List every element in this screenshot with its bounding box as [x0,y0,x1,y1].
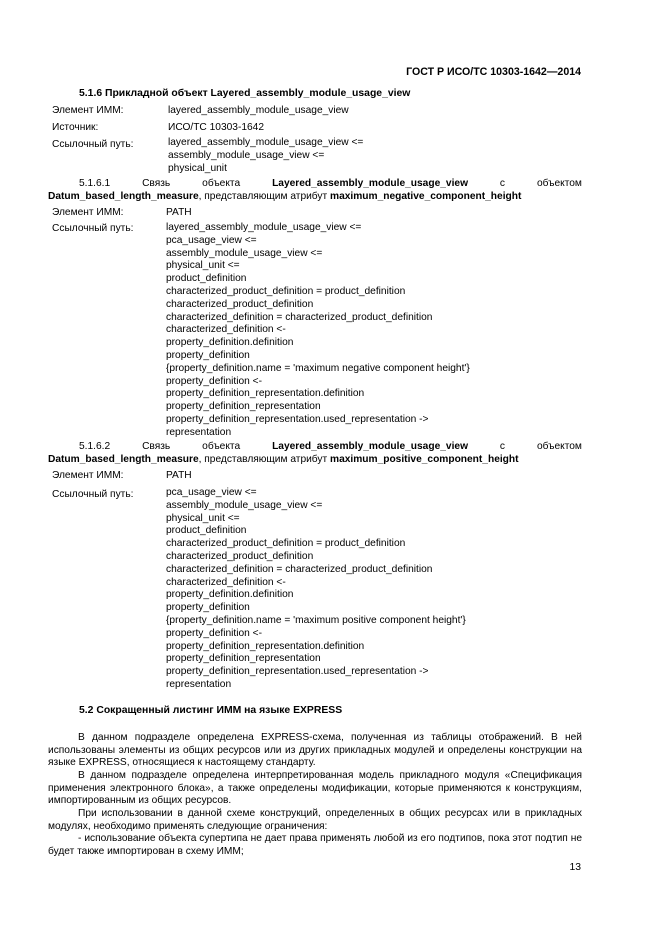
path-line: property_definition_representation [166,401,321,413]
subsection-heading-5-1-6-1 [79,178,582,189]
imm-element-value: PATH [166,207,192,218]
path-line: characterized_product_definition = product_definition [166,285,406,297]
path-line: assembly_module_usage_view <= [166,247,323,259]
section-heading-5-1-6: 5.1.6 Прикладной объект Layered_assembly_module_usage_view [79,88,411,99]
path-line: product_definition [166,525,247,537]
path-line: layered_assembly_module_usage_view <= [168,137,364,148]
target-entity: Datum_based_length_measure [48,191,199,202]
path-line: property_definition [166,602,250,614]
path-line: property_definition <- [166,627,262,639]
path-line: layered_assembly_module_usage_view <= [166,222,362,233]
path-line: property_definition <- [166,375,262,387]
page-number: 13 [569,862,581,873]
attribute-name: maximum_positive_component_height [330,454,519,465]
paragraph: В данном подразделе определена интерпретированная модель прикладного модуля «Спецификация применения электронного блока», а также определены модификации, которые применяются к конструкциям, импортированным из общих ресурсов. [48,770,582,807]
reference-path [166,222,470,440]
path-line: property_definition_representation [166,653,321,665]
reference-path [166,487,466,692]
path-line: {property_definition.name = 'maximum negative component height'} [166,362,470,374]
subsection-word: с [499,178,506,189]
imm-element-label: Элемент ИММ: [52,207,124,218]
imm-element-label: Элемент ИММ: [52,470,124,481]
path-line: pca_usage_view <= [166,234,257,246]
path-line: representation [166,426,232,438]
entity-name: Layered_assembly_module_usage_view [272,178,468,189]
path-line: characterized_definition <- [166,576,286,588]
reference-path-label: Ссылочный путь: [52,139,134,150]
paragraph: В данном подразделе определена EXPRESS-схема, полученная из таблицы отображений. В ней использованы элементы из общих ресурсов или из других прикладных модулей и определены конструкции на языке EXPRESS, относящиеся к настоящему стандарту. [48,732,582,769]
path-line: property_definition [166,349,250,361]
attr-intro: , представляющим атрибут [198,454,331,465]
subsection-word: объектом [536,441,582,452]
subsection-word: Связь [142,441,171,452]
path-line: characterized_definition = characterized_product_definition [166,311,433,323]
path-line: representation [166,678,232,690]
path-line: physical_unit <= [166,512,240,524]
subsection-word: Связь [142,178,171,189]
paragraph: При использовании в данной схеме конструкций, определенных в общих ресурсах или в прикладных модулях, необходимо применять следующие ограничения: [48,808,582,832]
path-line: characterized_product_definition = product_definition [166,538,406,550]
target-entity: Datum_based_length_measure [48,454,199,465]
path-line: assembly_module_usage_view <= [168,149,325,161]
section-heading-5-2: 5.2 Сокращенный листинг ИММ на языке EXPRESS [79,705,343,716]
path-line: {property_definition.name = 'maximum positive component height'} [166,614,466,626]
path-line: property_definition_representation.used_representation -> [166,666,429,678]
source-label: Источник: [52,122,99,133]
path-line: pca_usage_view <= [166,487,257,498]
path-line: property_definition.definition [166,337,294,349]
path-line: physical_unit [168,162,227,174]
path-line: characterized_product_definition [166,550,314,562]
subsection-heading-line2 [48,454,519,465]
subsection-number: 5.1.6.2 [79,441,111,452]
path-line: characterized_product_definition [166,298,314,310]
subsection-word: с [499,441,506,452]
subsection-word: объекта [202,441,241,452]
subsection-word: объекта [202,178,241,189]
attr-intro: , представляющим атрибут [198,191,331,202]
imm-element-value: layered_assembly_module_usage_view [168,105,349,116]
path-line: property_definition_representation.definition [166,640,365,652]
attribute-name: maximum_negative_component_height [330,191,522,202]
path-line: property_definition_representation.definition [166,388,365,400]
subsection-heading-5-1-6-2 [79,441,582,452]
source-value: ИСО/ТС 10303-1642 [168,122,265,133]
path-line: physical_unit <= [166,260,240,272]
imm-element-value: PATH [166,470,192,481]
imm-element-label: Элемент ИММ: [52,105,124,116]
path-line: assembly_module_usage_view <= [166,499,323,511]
list-item: - использование объекта супертипа не дает права применять любой из его подтипов, пока этот подтип не будет также импортирован в схему ИММ; [48,833,582,857]
subsection-number: 5.1.6.1 [79,178,111,189]
subsection-word: объектом [536,178,582,189]
subsection-heading-line2 [48,191,521,202]
path-line: characterized_definition = characterized_product_definition [166,563,433,575]
reference-path [168,137,363,175]
path-line: property_definition_representation.used_representation -> [166,413,429,425]
reference-path-label: Ссылочный путь: [52,489,134,500]
path-line: characterized_definition <- [166,324,286,336]
document-header: ГОСТ Р ИСО/ТС 10303-1642—2014 [406,66,581,78]
path-line: product_definition [166,273,247,285]
reference-path-label: Ссылочный путь: [52,223,134,234]
entity-name: Layered_assembly_module_usage_view [272,441,468,452]
path-line: property_definition.definition [166,589,294,601]
